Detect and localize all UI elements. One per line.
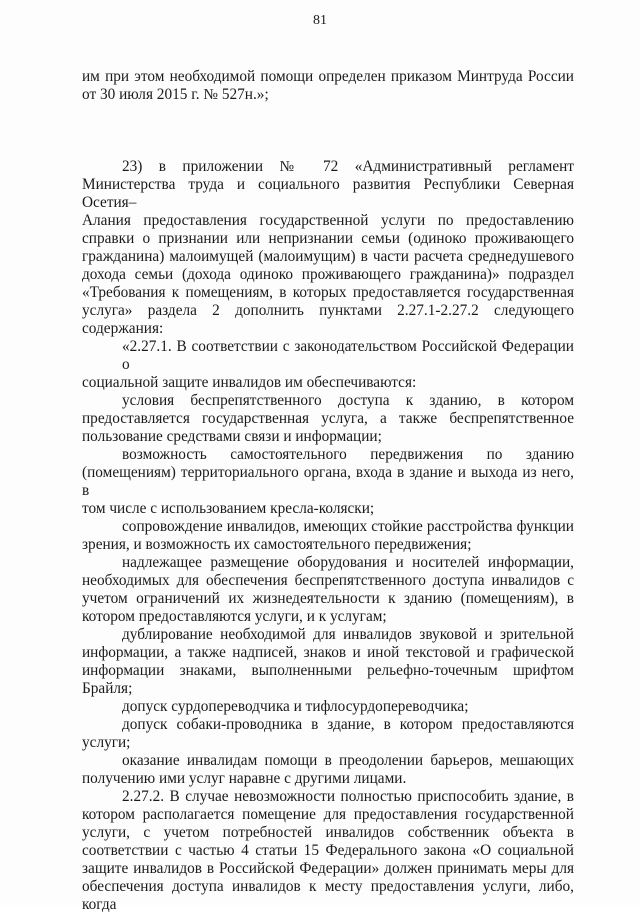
text-line: сопровождение инвалидов, имеющих стойкие расстройства функции xyxy=(122,518,574,535)
document-body xyxy=(82,68,574,914)
text-line: соответствии с частью 4 статьи 15 Федерального закона «О социальной xyxy=(82,842,574,859)
text-line: им при этом необходимой помощи определен приказом Минтруда России xyxy=(82,68,574,85)
text-line: Министерства труда и социального развития Республики Северная Осетия– xyxy=(82,176,574,211)
text-line: дублирование необходимой для инвалидов звуковой и зрительной xyxy=(122,626,574,643)
text-line: надлежащее размещение оборудования и носителей информации, xyxy=(122,554,574,571)
text-line: условия беспрепятственного доступа к зданию, в котором xyxy=(122,392,574,409)
section-2271 xyxy=(82,338,574,392)
text-line: Брайля; xyxy=(82,680,133,697)
text-line: социальной защите инвалидов им обеспечиваются: xyxy=(82,374,417,391)
text-line: 23) в приложении № 72 «Административный регламент xyxy=(122,158,574,175)
text-line: обеспечения доступа инвалидов к месту предоставления услуги, либо, когда xyxy=(82,878,574,913)
text-line: учетом ограничений их жизнедеятельности к зданию (помещениям), в xyxy=(82,590,574,607)
text-line: услуги; xyxy=(82,734,131,751)
text-line: от 30 июля 2015 г. № 527н.»; xyxy=(82,86,269,103)
text-line: Алания предоставления государственной услуги по предоставлению xyxy=(82,212,574,229)
list-item xyxy=(82,392,574,446)
text-line: котором располагается помещение для предоставления государственной xyxy=(82,806,574,823)
text-line: информации, а также надписей, знаков и иной текстовой и графической xyxy=(82,644,574,661)
text-line: зрения, и возможность их самостоятельного передвижения; xyxy=(82,536,472,553)
text-line: (помещениям) территориального органа, входа в здание и выхода из него, в xyxy=(82,464,574,499)
item-23-paragraph xyxy=(82,158,574,176)
item-23-continuation xyxy=(82,176,574,338)
list-item xyxy=(82,626,574,698)
text-line: информации знаками, выполненными рельефно-точечным шрифтом xyxy=(82,662,574,679)
text-line: дохода семьи (дохода одиноко проживающего гражданина)» подраздел xyxy=(82,266,574,283)
text-line: 2.27.2. В случае невозможности полностью приспособить здание, в xyxy=(122,788,574,805)
text-line: том числе с использованием кресла-коляски; xyxy=(82,500,375,517)
list-item xyxy=(82,698,574,716)
text-line: предоставляется государственная услуга, а также беспрепятственное xyxy=(82,410,574,427)
top-paragraph xyxy=(82,68,574,104)
text-line: пользование средствами связи и информации; xyxy=(82,428,382,445)
text-line: защите инвалидов в Российской Федерации» должен принимать меры для xyxy=(82,860,574,877)
text-line: оказание инвалидам помощи в преодолении барьеров, мешающих xyxy=(122,752,574,769)
list-item xyxy=(82,554,574,626)
text-line: содержания: xyxy=(82,320,164,337)
page-number: 81 xyxy=(313,13,327,28)
text-line: котором предоставляются услуги, и к услугам; xyxy=(82,608,387,625)
text-line: допуск собаки-проводника в здание, в котором предоставляются xyxy=(122,716,574,733)
list-item xyxy=(82,716,574,752)
list-item xyxy=(82,752,574,788)
section-2272 xyxy=(82,788,574,914)
list-item xyxy=(82,518,574,554)
text-line: гражданина) малоимущей (малоимущим) в части расчета среднедушевого xyxy=(82,248,574,265)
text-line: необходимых для обеспечения беспрепятственного доступа инвалидов с xyxy=(82,572,574,589)
text-line: возможность самостоятельного передвижения по зданию xyxy=(122,446,574,463)
text-line: «Требования к помещениям, в которых предоставляется государственная xyxy=(82,284,574,301)
text-line: услуги, с учетом потребностей инвалидов собственник объекта в xyxy=(82,824,574,841)
text-line: услуга» раздела 2 дополнить пунктами 2.27.1-2.27.2 следующего xyxy=(82,302,574,319)
text-line: допуск сурдопереводчика и тифлосурдопереводчика; xyxy=(122,698,469,715)
text-line: справки о признании или непризнании семьи (одиноко проживающего xyxy=(82,230,574,247)
list-item xyxy=(82,446,574,518)
text-line: получению ими услуг наравне с другими лицами. xyxy=(82,770,407,787)
text-line: «2.27.1. В соответствии с законодательством Российской Федерации о xyxy=(122,338,574,373)
